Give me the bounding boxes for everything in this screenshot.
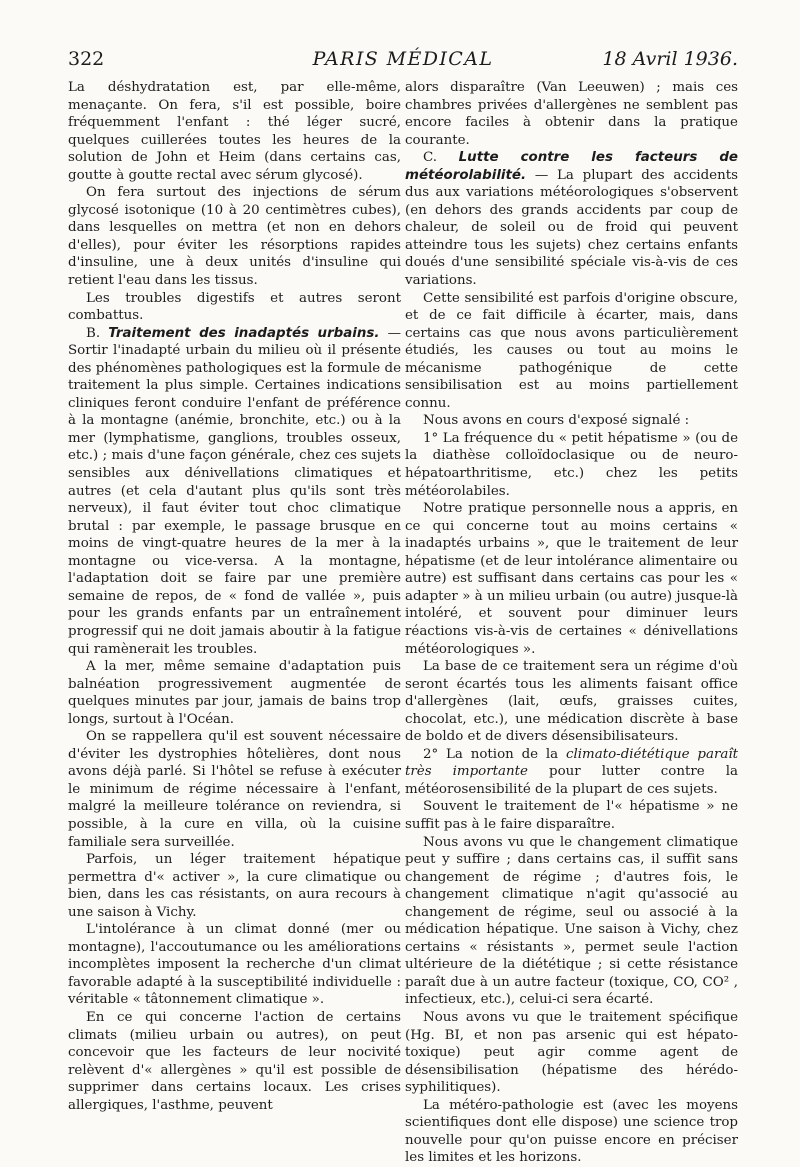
page-number: 322 xyxy=(68,48,105,70)
paragraph: Notre pratique personnelle nous a appris, en ce qui concerne tout au moins certains « inadaptés urbains », que le traitement de leur hépatisme (et de leur intolérance alimentaire ou autre) est suffisant dans certains cas pour les « adapter » à un milieu urbain (ou autre) jusque-là intoléré, et souvent pour diminuer leurs réactions vis-à-vis de certaines « dénivellations météorologiques ». xyxy=(405,501,738,657)
text-run: pour lutter contre la météorosensibilité de la plupart de ces sujets. xyxy=(405,764,738,797)
paragraph-point-2 xyxy=(405,746,738,799)
left-column xyxy=(68,79,401,1114)
section-label: C. xyxy=(423,150,438,166)
paragraph: La déshydratation est, par elle-même, menaçante. On fera, s'il est possible, boire fréquemment l'enfant : thé léger sucré, quelques cuillerées toutes les heures de la solution de John et Heim (dans certains cas, goutte à goutte rectal avec sérum glycosé). xyxy=(68,80,401,183)
paragraph: L'intolérance à un climat donné (mer ou montagne), l'accoutumance ou les améliorations incomplètes imposent la recherche d'un climat favorable adapté à la susceptibilité individuelle : véritable « tâtonnement climatique ». xyxy=(68,922,401,1008)
paragraph: Cette sensibilité est parfois d'origine obscure, et de ce fait difficile à écarter, mais, dans certains cas que nous avons particulièrement étudiés, les causes ou tout au moins le mécanisme pathogénique de cette sensibilisation est au moins partiellement connu. xyxy=(405,290,738,411)
paragraph: Les troubles digestifs et autres seront combattus. xyxy=(68,290,401,324)
section-heading: Lutte contre les facteurs de météorolabilité. xyxy=(405,150,738,183)
paragraph: La base de ce traitement sera un régime d'où seront écartés tous les aliments faisant office d'allergènes (lait, œufs, graisses cuites, chocolat, etc.), une médication discrète à base de boldo et de divers désensibilisateurs. xyxy=(405,659,738,745)
paragraph: En ce qui concerne l'action de certains climats (milieu urbain ou autres), on peut concevoir que les facteurs de leur nocivité relèvent d'« allergènes » qu'il est possible de supprimer dans certains locaux. Les crises allergiques, l'asthme, peuvent xyxy=(68,1009,401,1113)
right-column xyxy=(405,79,738,1167)
paragraph: Souvent le traitement de l'« hépatisme » ne suffit pas à le faire disparaître. xyxy=(405,799,738,832)
journal-title: PARIS MÉDICAL xyxy=(312,48,494,70)
issue-date: 18 Avril 1936. xyxy=(602,48,738,70)
paragraph: 1° La fréquence du « petit hépatisme » (ou de la diathèse colloïdoclasique ou de neuro-hépatoarthritisme, etc.) chez les petits météorolabiles. xyxy=(405,430,738,499)
section-label: B. xyxy=(86,325,101,341)
section-b-paragraph xyxy=(68,325,401,658)
emphasis: climato-diététique paraît très importante xyxy=(405,746,738,780)
paragraph: Nous avons vu que le changement climatique peut y suffire ; dans certains cas, il suffit sans changement de régime ; d'autres fois, le changement climatique n'agit qu'associé au changement de régime, seul ou associé à la médication hépatique. Une saison à Vichy, chez certains « résistants », permet seule l'action ultérieure de la diététique ; si cette résistance paraît due à un autre facteur (toxique, CO, CO² , infectieux, etc.), celui-ci sera écarté. xyxy=(405,834,738,1008)
section-text: — Sortir l'inadapté urbain du milieu où il présente des phénomènes pathologiques est la formule de traitement la plus simple. Certaines indications cliniques feront conduire l'enfant de préférence à la montagne (anémie, bronchite, etc.) ou à la mer (lymphatisme, ganglions, troubles osseux, etc.) ; mais d'une façon générale, chez ces sujets sensibles aux dénivellations climatiques et autres (et cela d'autant plus qu'ils sont très nerveux), il faut éviter tout choc climatique brutal : par exemple, le passage brusque en moins de vingt-quatre heures de la mer à la montagne ou vice-versa. A la montagne, l'adaptation doit se faire par une première semaine de repos, de « fond de vallée », puis pour les grands enfants par un entraînement progressif qui ne doit jamais aboutir à la fatigue qui ramènerait les troubles. xyxy=(68,325,401,657)
text-run: 2° La notion de la xyxy=(423,746,559,762)
paragraph: On fera surtout des injections de sérum glycosé isotonique (10 à 20 centimètres cubes), dans lesquelles on mettra (et non en dehors d'elles), pour éviter les résorptions rapides d'insuline, une à deux unités d'insuline qui retient l'eau dans les tissus. xyxy=(68,185,401,289)
running-header xyxy=(68,48,738,78)
section-c-paragraph xyxy=(405,149,738,289)
paragraph: Nous avons en cours d'exposé signalé : xyxy=(423,413,690,429)
paragraph: alors disparaître (Van Leeuwen) ; mais ces chambres privées d'allergènes ne semblent pas encore faciles à obtenir dans la pratique courante. xyxy=(405,80,738,148)
paragraph: Nous avons vu que le traitement spécifique (Hg. BI, et non pas arsenic qui est hépato-toxique) peut agir comme agent de désensibilisation (hépatisme des hérédo-syphilitiques). xyxy=(405,1009,738,1096)
paragraph: La météro-pathologie est (avec les moyens scientifiques dont elle dispose) une science trop nouvelle pour qu'on puisse encore en préciser les limites et les horizons. xyxy=(405,1097,738,1166)
section-text: — La plupart des accidents dus aux variations météorologiques s'observent (en dehors des grands accidents par coup de chaleur, de soleil ou de froid qui peuvent atteindre tous les sujets) chez certains enfants doués d'une sensibilité spéciale vis-à-vis de ces variations. xyxy=(405,167,738,289)
paragraph: A la mer, même semaine d'adaptation puis balnéation progressivement augmentée de quelques minutes par jour, jamais de bains trop longs, surtout à l'Océan. xyxy=(68,659,401,727)
paragraph: On se rappellera qu'il est souvent nécessaire d'éviter les dystrophies hôtelières, dont nous avons déjà parlé. Si l'hôtel se refuse à exécuter le minimum de régime nécessaire à l'enfant, malgré la meilleure tolérance on reviendra, si possible, à la cure en villa, où la cuisine familiale sera surveillée. xyxy=(68,729,401,850)
section-heading: Traitement des inadaptés urbains. xyxy=(108,325,380,341)
paragraph: Parfois, un léger traitement hépatique permettra d'« activer », la cure climatique ou bien, dans les cas résistants, on aura recours à une saison à Vichy. xyxy=(68,852,401,920)
